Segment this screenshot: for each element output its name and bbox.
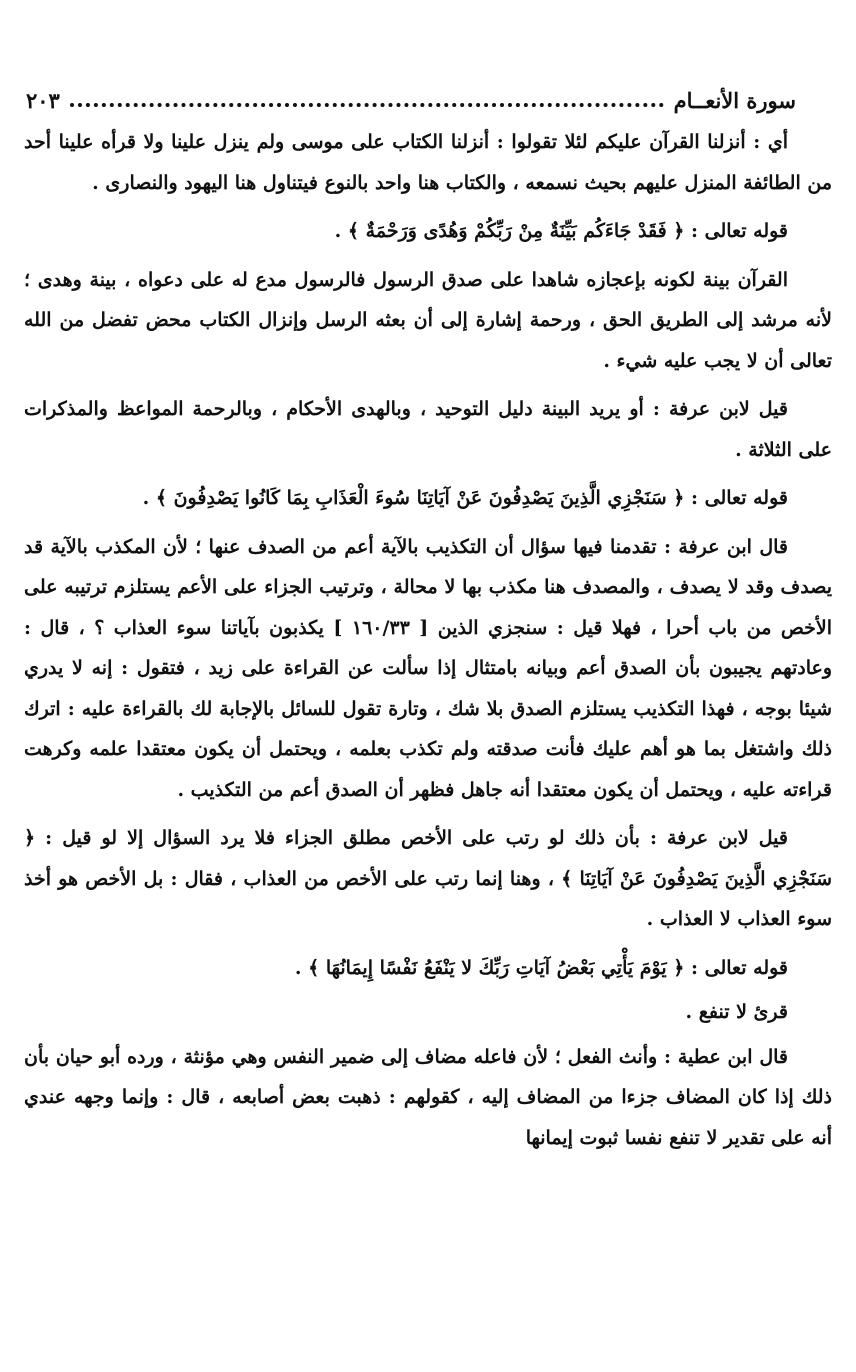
paragraph: قال ابن عرفة : تقدمنا فيها سؤال أن التكذيب بالآية أعم من الصدف عنها ؛ لأن المكذب بالآية قد يصدف وقد لا يصدف ، والمصدف هنا مكذب بها لا محالة ، وترتيب الجزاء على الأعم يستلزم ترتيبه على الأخص من باب أحرا ، فهلا قيل : سنجزي الذين [ ١٦٠/٣٣ ] يكذبون بآياتنا سوء العذاب ؟ ، قال : وعادتهم يجيبون بأن الصدق أعم وبيانه بامتثال إذا سألت عن القراءة على زيد ، فتقول : إنه لا يدري شيئا بوجه ، فهذا التكذيب يستلزم الصدق بلا شك ، وتارة تقول للسائل بالإجابة لك بالقراءة عليه : اترك ذلك واشتغل بما هو أهم عليك فأنت صدقته ولم تكذب بعلمه ، ويحتمل أن يكون معتقدا علمه وكرهت قراءته عليه ، ويحتمل أن يكون معتقدا أنه جاهل فظهر أن الصدق أعم من التكذيب . [24,535,832,801]
paragraph: قيل لابن عرفة : أو يريد البينة دليل التوحيد ، وبالهدى الأحكام ، وبالرحمة المواعظ والمذكرات على الثلاثة . [24,398,832,461]
page-number: ٢٠٣ [26,87,60,113]
paragraph: قال ابن عطية : وأنث الفعل ؛ لأن فاعله مضاف إلى ضمير النفس وهي مؤنثة ، ورده أبو حيان بأن ذلك إذا كان المضاف جزءا من المضاف إليه ، كقولهم : ذهبت بعض أصابعه ، قال : وإنما وجهه عندي أنه على تقدير لا تنفع نفسا ثبوت إيمانها [24,1045,832,1149]
paragraph: أي : أنزلنا القرآن عليكم لئلا تقولوا : أنزلنا الكتاب على موسى ولم ينزل علينا ولا قرأه علينا أحد من الطائفة المنزل عليهم بحيث نسمعه ، والكتاب هنا واحد بالنوع فيتناول هنا اليهود والنصارى . [24,131,832,194]
paragraph: القرآن بينة لكونه بإعجازه شاهدا على صدق الرسول فالرسول مدع له على دعواه ، بينة وهدى ؛ لأنه مرشد إلى الطريق الحق ، ورحمة إشارة إلى أن بعثه الرسل وإنزال الكتاب محض تفضل من الله تعالى أن لا يجب عليه شيء . [24,268,832,372]
page-header [26,82,796,118]
paragraph: قرئ لا تنفع . [685,1001,788,1023]
paragraph: قيل لابن عرفة : بأن ذلك لو رتب على الأخص مطلق الجزاء فلا يرد السؤال إلا لو قيل : ﴿ سَنَجْزِي الَّذِينَ يَصْدِفُونَ عَنْ آيَاتِنَا ﴾ ، وهنا إنما رتب على الأخص من العذاب ، فقال : بل الأخص هو أخذ سوء العذاب لا العذاب . [24,827,832,930]
quran-verse-paragraph: قوله تعالى : ﴿ فَقَدْ جَاءَكُم بَيِّنَةٌ مِنْ رَبِّكُمْ وَهُدًى وَرَحْمَةٌ ﴾ . [334,220,788,242]
page-body [24,122,832,1166]
surah-title: سورة الأنعــام [673,87,796,113]
header-dotted-leader [70,93,664,107]
quran-verse-paragraph: قوله تعالى : ﴿ يَوْمَ يَأْتِي بَعْضُ آيَاتِ رَبِّكَ لا يَنْفَعُ نَفْسًا إِيمَانُهَا ﴾ . [294,956,788,979]
quran-verse-paragraph: قوله تعالى : ﴿ سَنَجْزِي الَّذِينَ يَصْدِفُونَ عَنْ آيَاتِنَا سُوءَ الْعَذَابِ بِمَا كَانُوا يَصْدِفُونَ ﴾ . [142,487,788,509]
